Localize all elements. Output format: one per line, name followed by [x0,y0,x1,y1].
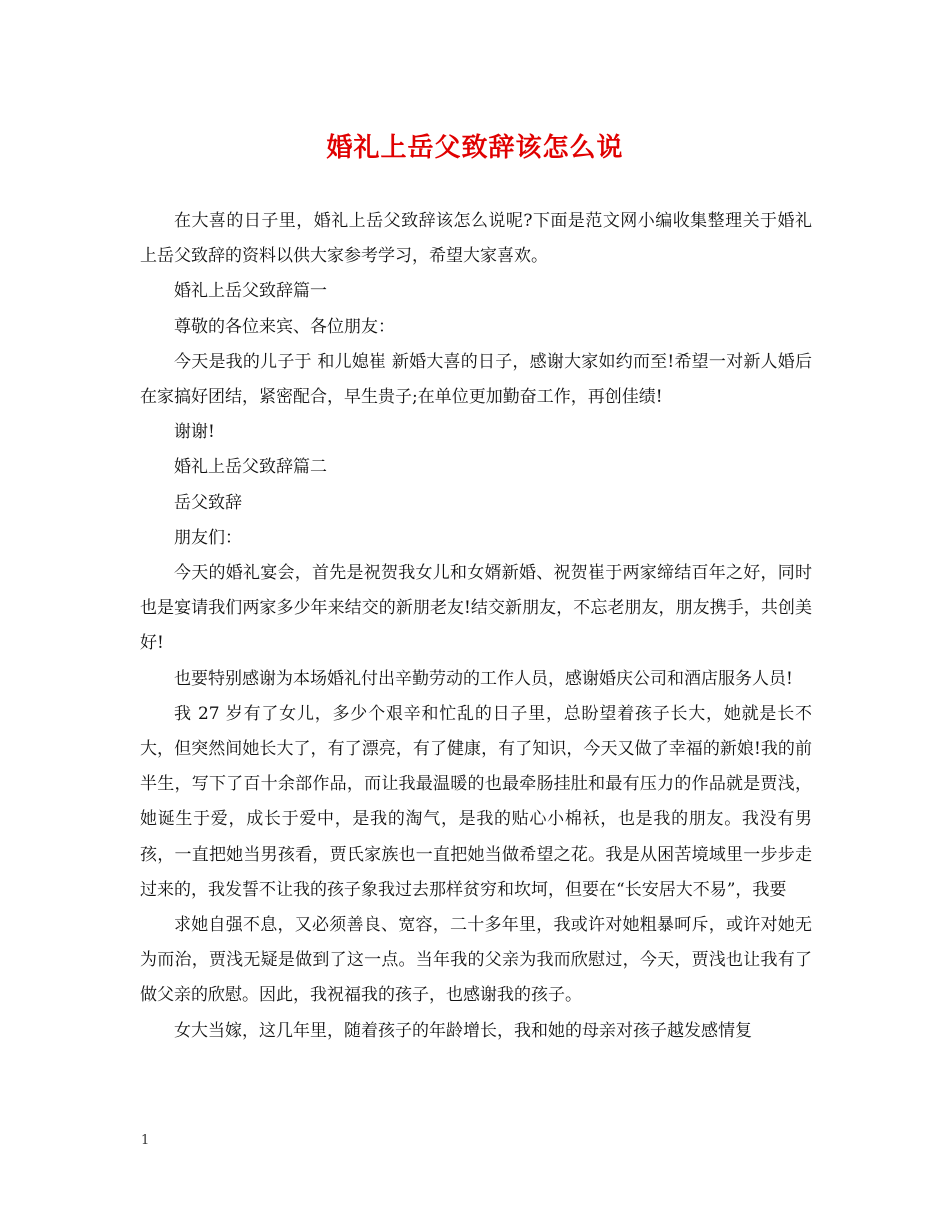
paragraph: 今天是我的儿子于 和儿媳崔 新婚大喜的日子，感谢大家如约而至!希望一对新人婚后在家搞好团结，紧密配合，早生贵子;在单位更加勤奋工作，再创佳绩! [140,351,812,408]
paragraph: 尊敬的各位来宾、各位朋友： [174,316,395,337]
paragraph: 谢谢! [174,422,215,443]
paragraph: 今天的婚礼宴会，首先是祝贺我女儿和女婿新婚、祝贺崔于两家缔结百年之好，同时也是宴请我们两家多少年来结交的新朋老友!结交新朋友，不忘老朋友，朋友携手，共创美好! [140,563,812,654]
document-title: 婚礼上岳父致辞该怎么说 [326,133,624,163]
paragraph: 在大喜的日子里，婚礼上岳父致辞该怎么说呢?下面是范文网小编收集整理关于婚礼上岳父致辞的资料以供大家参考学习，希望大家喜欢。 [140,211,812,267]
paragraph: 女大当嫁，这几年里，随着孩子的年龄增长，我和她的母亲对孩子越发感情复 [174,1020,752,1041]
paragraph: 婚礼上岳父致辞篇二 [174,457,327,478]
paragraph: 求她自强不息，又必须善良、宽容，二十多年里，我或许对她粗暴呵斥，或许对她无为而治，贾浅无疑是做到了这一点。当年我的父亲为我而欣慰过，今天，贾浅也让我有了做父亲的欣慰。因此，我祝福我的孩子，也感谢我的孩子。 [140,915,812,1006]
paragraph: 婚礼上岳父致辞篇一 [174,281,327,302]
document-body [140,204,812,1049]
paragraph: 朋友们： [174,527,242,548]
paragraph: 岳父致辞 [174,492,242,513]
paragraph: 也要特别感谢为本场婚礼付出辛勤劳动的工作人员，感谢婚庆公司和酒店服务人员! [174,668,793,689]
paragraph: 我 27 岁有了女儿，多少个艰辛和忙乱的日子里，总盼望着孩子长大，她就是长不大，但突然间她长大了，有了漂亮，有了健康，有了知识，今天又做了幸福的新娘!我的前半生，写下了百十余部作品，而让我最温暖的也最牵肠挂肚和最有压力的作品就是贾浅，她诞生于爱，成长于爱中，是我的淘气，是我的贴心小棉袄，也是我的朋友。我没有男孩，一直把她当男孩看，贾氏家族也一直把她当做希望之花。我是从困苦境域里一步步走过来的，我发誓不让我的孩子象我过去那样贫穷和坎坷，但要在“长安居大不易”，我要 [140,703,812,900]
page-number: 1 [141,1133,150,1148]
